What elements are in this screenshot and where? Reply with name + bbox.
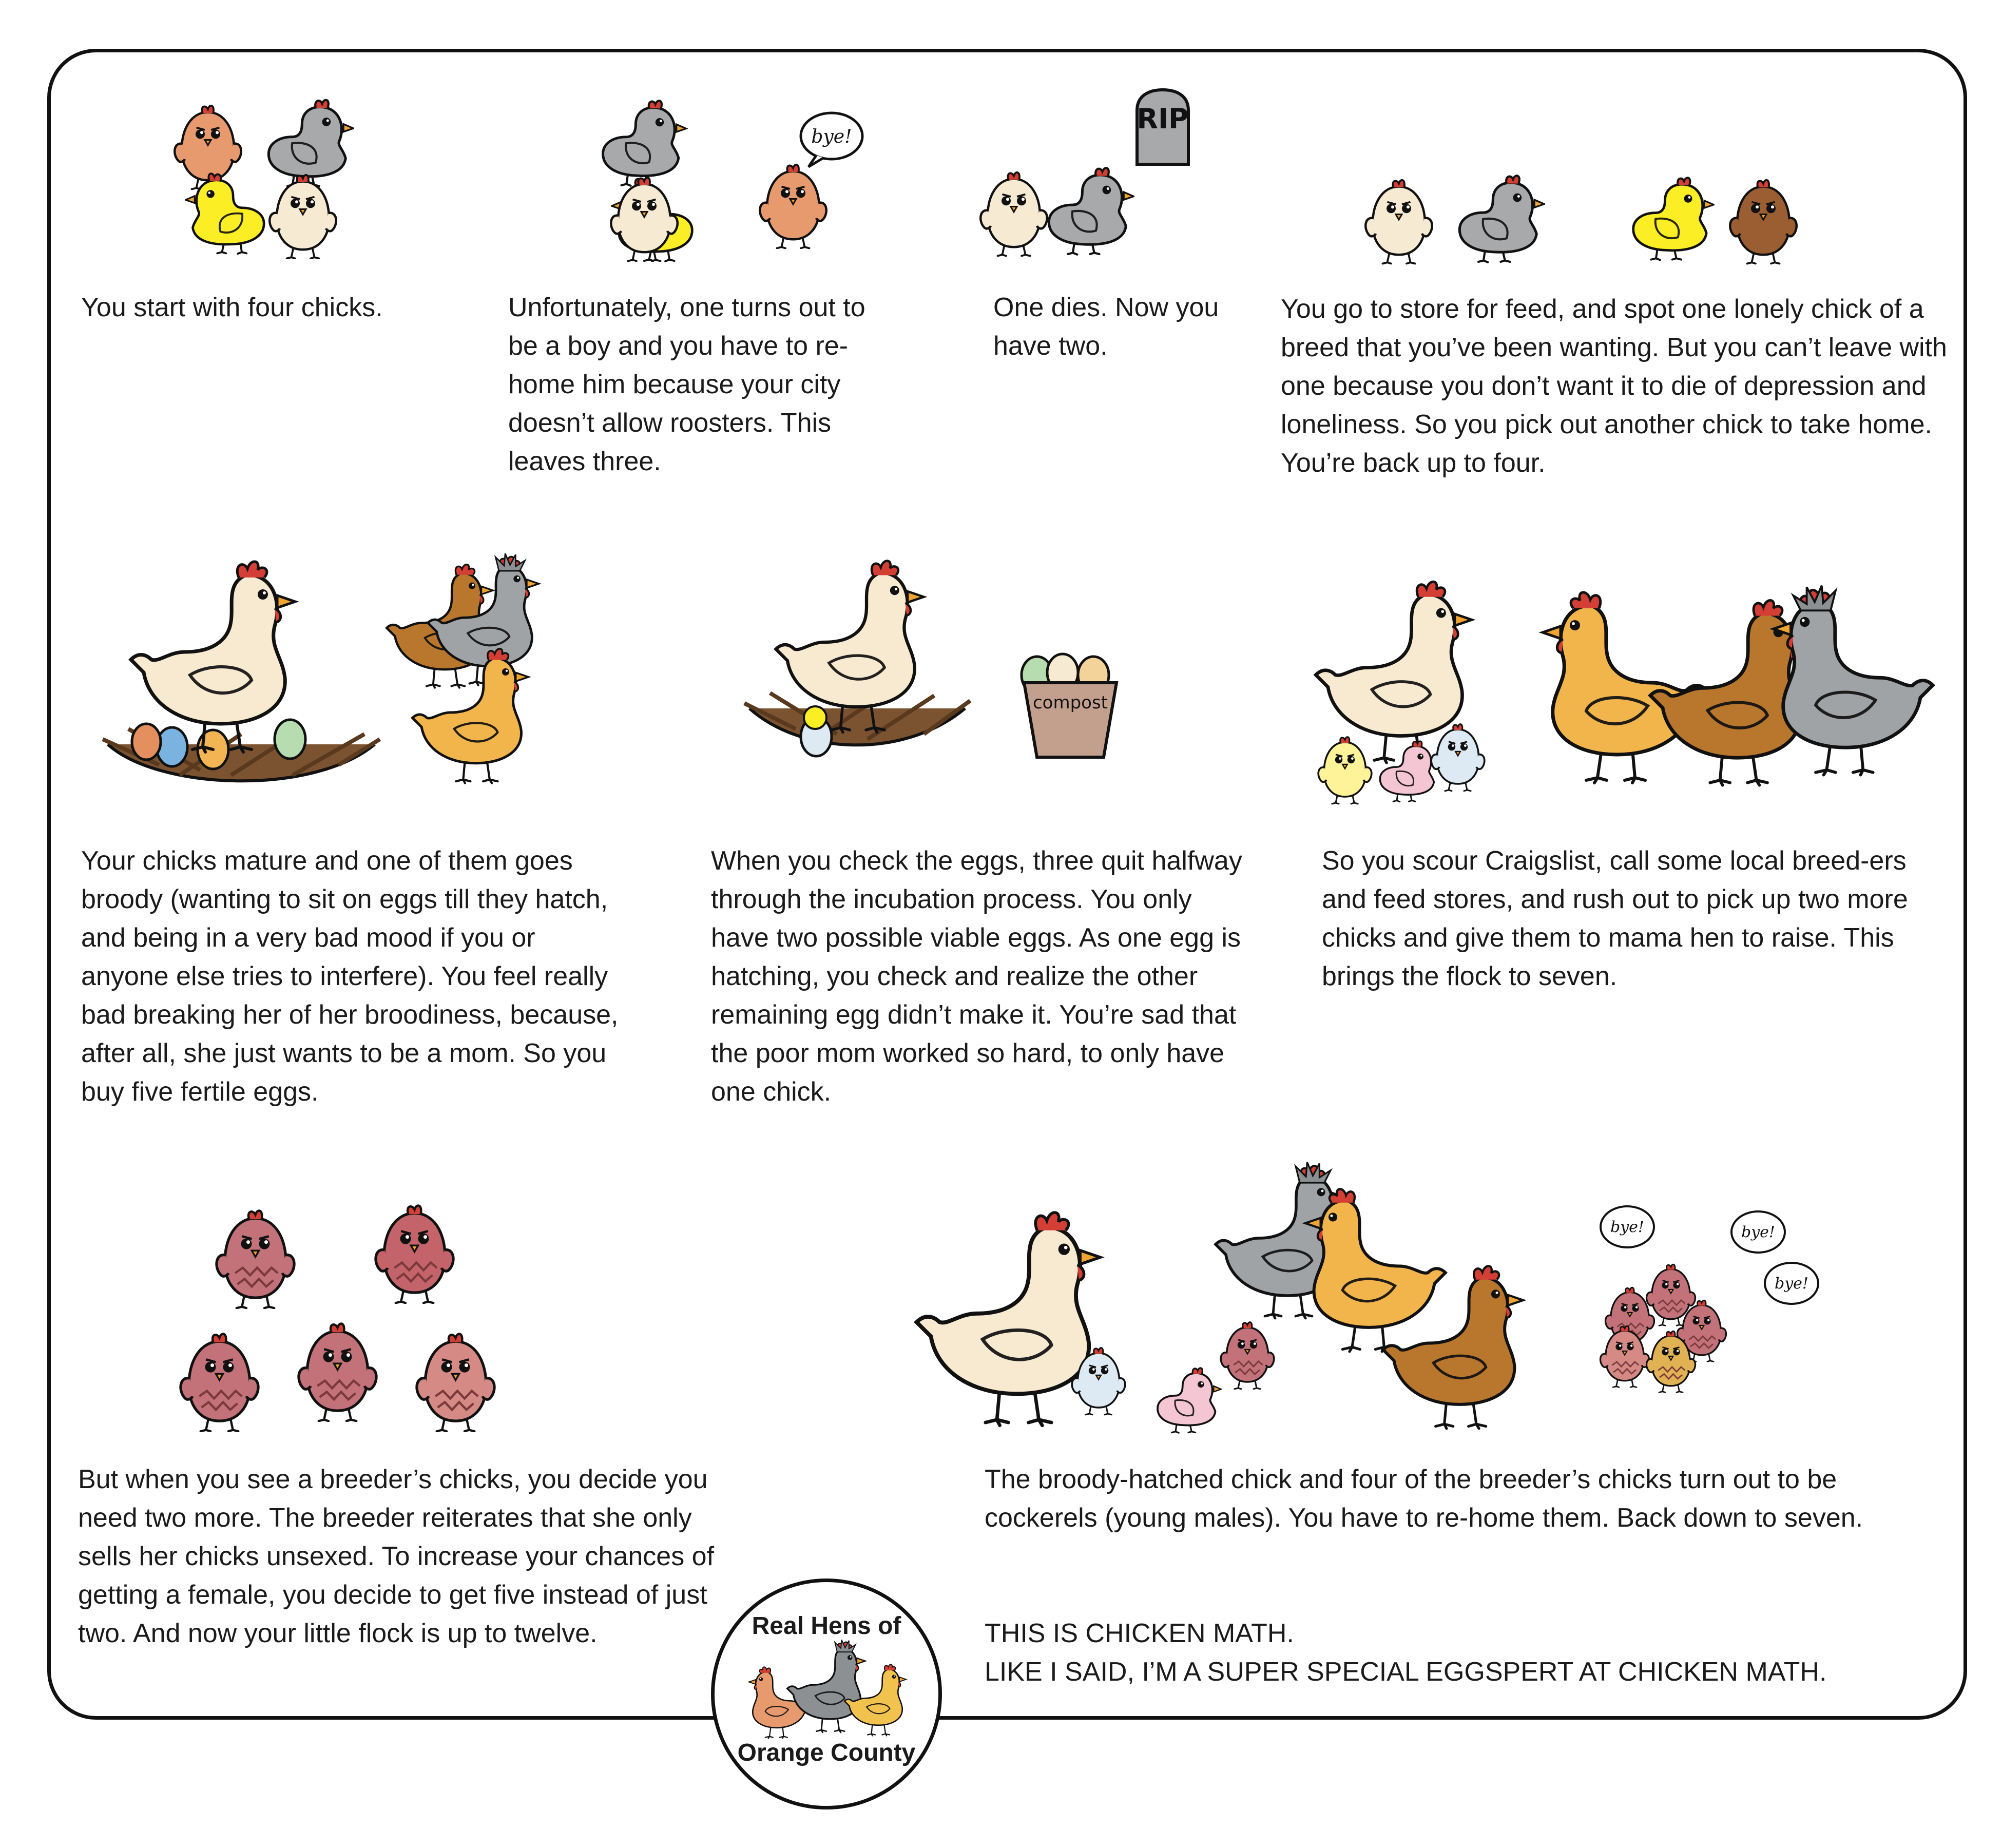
cream-chick-icon: [980, 172, 1047, 256]
gray-hen-icon: [1774, 586, 1933, 775]
logo-title-top: Real Hens of: [752, 1612, 901, 1640]
broody-hen-icon: [131, 562, 295, 752]
panel-store-caption: You go to store for feed, and spot one lonely chick of a breed that you’ve been wanting. But you can’t leave with one because you don’t want it to die of depression and loneliness. So you pick out another chick to take home. You’re back up to four.: [1281, 294, 1947, 478]
speech-text: bye!: [1775, 1275, 1808, 1293]
panel-eggs-art: [739, 554, 1170, 783]
real-hens-logo: [711, 1578, 942, 1810]
panel-breeder-art: [175, 1191, 513, 1440]
gray-chick-icon: [268, 100, 353, 187]
breeder-chick-icon: [181, 1334, 258, 1431]
breeder-chick-icon: [299, 1323, 376, 1421]
cream-chick-icon: [1365, 180, 1432, 264]
panel-craigslist-art: [1294, 575, 1961, 824]
panel-broody-caption: Your chicks mature and one of them goes broody (wanting to sit on eggs till they hatch, and being in a very bad mood if you or anyone else tries to interfere). You feel really bad breaking her of her broodiness, because, after all, she just wants to be a mom. So you buy five fertile eggs.: [81, 846, 619, 1107]
gray-chick-icon: [1459, 176, 1544, 262]
panel-eggs-caption: When you check the eggs, three quit halfway through the incubation process. You only have two possible viable eggs. As one egg is hatching, you check and realize the other remaining egg didn’t make it. You’re sad that the poor mom worked so hard, to only have one chick.: [711, 846, 1242, 1107]
conclusion-line-2: LIKE I SAID, I’M A SUPER SPECIAL EGGSPERT AT CHICKEN MATH.: [985, 1657, 1827, 1687]
yellow-chick-icon: [1633, 178, 1714, 260]
panel-dies-caption: One dies. Now you have two.: [993, 293, 1219, 361]
speech-bubble-icon: [801, 113, 862, 167]
speech-text: bye!: [1741, 1223, 1775, 1241]
boy-chick-icon: [760, 165, 826, 248]
gold-hen-icon: [1305, 1189, 1446, 1351]
logo-title-bottom: Orange County: [737, 1739, 916, 1766]
panel-store-art: [1350, 159, 1812, 280]
breeder-chick-icon: [417, 1334, 494, 1431]
speech-text: bye!: [1610, 1218, 1644, 1236]
gold-hen-icon: [1543, 592, 1707, 783]
cream-chick-icon: [270, 175, 336, 259]
breeder-chick-icon: [376, 1205, 453, 1303]
mama-hen-icon: [917, 1212, 1101, 1426]
basket-label: compost: [1032, 692, 1108, 713]
brown-chick-icon: [1730, 180, 1797, 264]
panel-cockerels-art: [914, 1155, 1808, 1445]
breeder-chick-icon: [1221, 1322, 1274, 1389]
pink-chick-icon: [1158, 1368, 1221, 1433]
panel-broody-art: [98, 549, 585, 819]
panel-rehome-art: [513, 95, 873, 272]
panel-breeder-caption: But when you see a breeder’s chicks, you decide you need two more. The breeder reiterates that she only sells her chicks unsexed. To increase your chances of getting a female, you decide to get five instead of just two. And now your little flock is up to twelve.: [78, 1465, 715, 1648]
panel-start-caption: You start with four chicks.: [81, 293, 383, 322]
panel-dies-art: [965, 87, 1211, 270]
panel-rehome-caption: Unfortunately, one turns out to be a boy and you have to re-home him because your city doesn’t allow roosters. This leaves three.: [508, 293, 865, 476]
compost-basket-icon: [1022, 654, 1116, 757]
cockerel-group: [1601, 1264, 1726, 1392]
tombstone-text: RIP: [1137, 103, 1189, 135]
mother-hen-icon: [776, 561, 924, 733]
speech-text: bye!: [811, 126, 852, 147]
conclusion-line-1: THIS IS CHICKEN MATH.: [985, 1619, 1294, 1648]
blue-chick-icon: [1431, 724, 1485, 791]
yellow-chick-icon: [1318, 737, 1372, 804]
panel-craigslist-caption: So you scour Craigslist, call some local breed-ers and feed stores, and rush out to pick up two more chicks and give them to mama hen to raise. This brings the flock to seven.: [1322, 846, 1908, 991]
tombstone-icon: [1137, 90, 1188, 164]
panel-cockerels-caption: The broody-hatched chick and four of the breeder’s chicks turn out to be cockerels (young males). You have to re-home them. Back down to seven.: [985, 1465, 1863, 1533]
panel-start-art: [169, 92, 354, 270]
gray-chick-icon: [1049, 168, 1133, 255]
breeder-chick-icon: [217, 1210, 294, 1308]
logo-hens-icon: [745, 1639, 915, 1741]
gray-chick-icon: [603, 101, 686, 186]
pink-chick-icon: [1380, 741, 1439, 802]
